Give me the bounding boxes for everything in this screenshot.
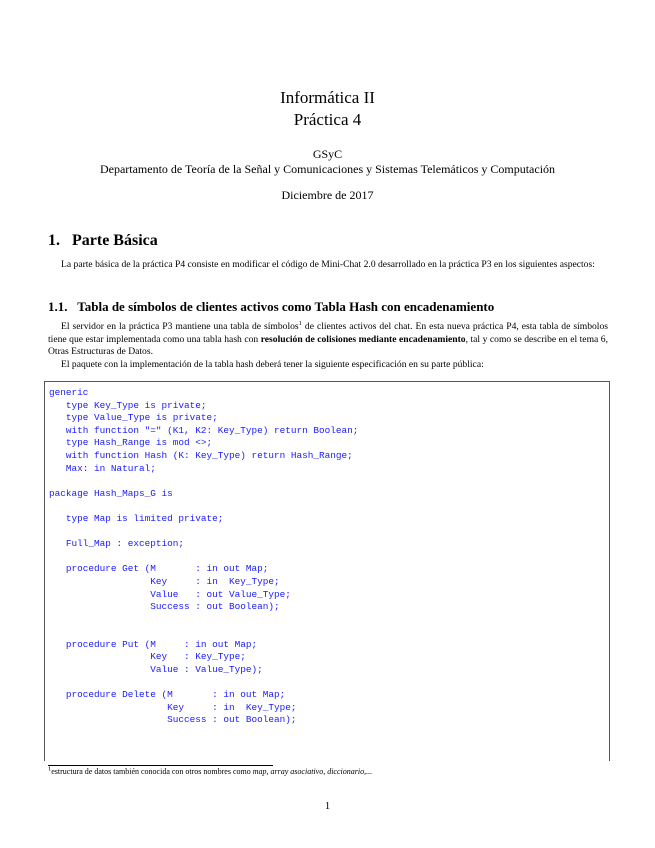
section-1-number: 1. <box>48 232 60 249</box>
footnote-divider <box>48 765 273 766</box>
footnote-italic: map, array asociativo, diccionario,... <box>252 767 373 776</box>
section-1-title: Parte Básica <box>72 232 158 249</box>
paragraph-text: de clientes activos del chat. En esta nueva práctica P4, esta tabla de símbolos tiene que estar implementada como una tabla hash con <box>48 321 608 345</box>
bold-emphasis: resolución de colisiones mediante encadenamiento <box>260 333 466 345</box>
footnote-reference: 1 <box>298 319 302 327</box>
footnote-mark: 1 <box>48 765 52 773</box>
author-group: GSyC <box>312 147 343 161</box>
practice-subtitle: Práctica 4 <box>293 110 362 129</box>
section-1-1-number: 1.1. <box>48 299 68 314</box>
section-1-1-paragraph-2: El paquete con la implementación de la tabla hash deberá tener la siguiente especificación en su parte pública: <box>61 359 484 370</box>
footnote-text: estructura de datos también conocida con otros nombres como <box>51 767 253 776</box>
department: Departamento de Teoría de la Señal y Comunicaciones y Sistemas Telemáticos y Computación <box>99 162 556 176</box>
section-1-1-title: Tabla de símbolos de clientes activos como Tabla Hash con encadenamiento <box>77 299 495 314</box>
section-1-1-heading <box>48 299 494 315</box>
footnote <box>48 767 372 777</box>
section-1-heading <box>48 232 158 250</box>
paragraph-text: , tal y como se describe en el tema 6, Otras Estructuras de Datos. <box>48 333 608 357</box>
section-1-paragraph: La parte básica de la práctica P4 consiste en modificar el código de Mini-Chat 2.0 desarrollado en la práctica P3 en los siguientes aspectos: <box>61 259 595 270</box>
document-title: Informática II <box>280 88 375 107</box>
section-1-1-paragraph-1 <box>48 321 608 359</box>
code-listing-box <box>44 381 610 761</box>
code-listing: generic type Key_Type is private; type Value_Type is private; with function "=" (K1, K2: Key_Type) return Boolean; type Hash_Range is mod <>; with function Hash (K: Key_Type) return Hash_Range; Max: in Natural; package Hash_Maps_G is type Map is limited private; Full_Map : exception; procedure Get (M : in out Map; Key : in Key_Type; Value : out Value_Type; Success : out Boolean); procedure Put (M : in out Map; Key : Key_Type; Value : Value_Type); procedure Delete (M : in out Map; Key : in Key_Type; Success : out Boolean); <box>49 387 359 726</box>
paragraph-text: El servidor en la práctica P3 mantiene una tabla de símbolos <box>61 321 299 332</box>
date: Diciembre de 2017 <box>281 188 374 202</box>
page-number: 1 <box>324 800 331 812</box>
